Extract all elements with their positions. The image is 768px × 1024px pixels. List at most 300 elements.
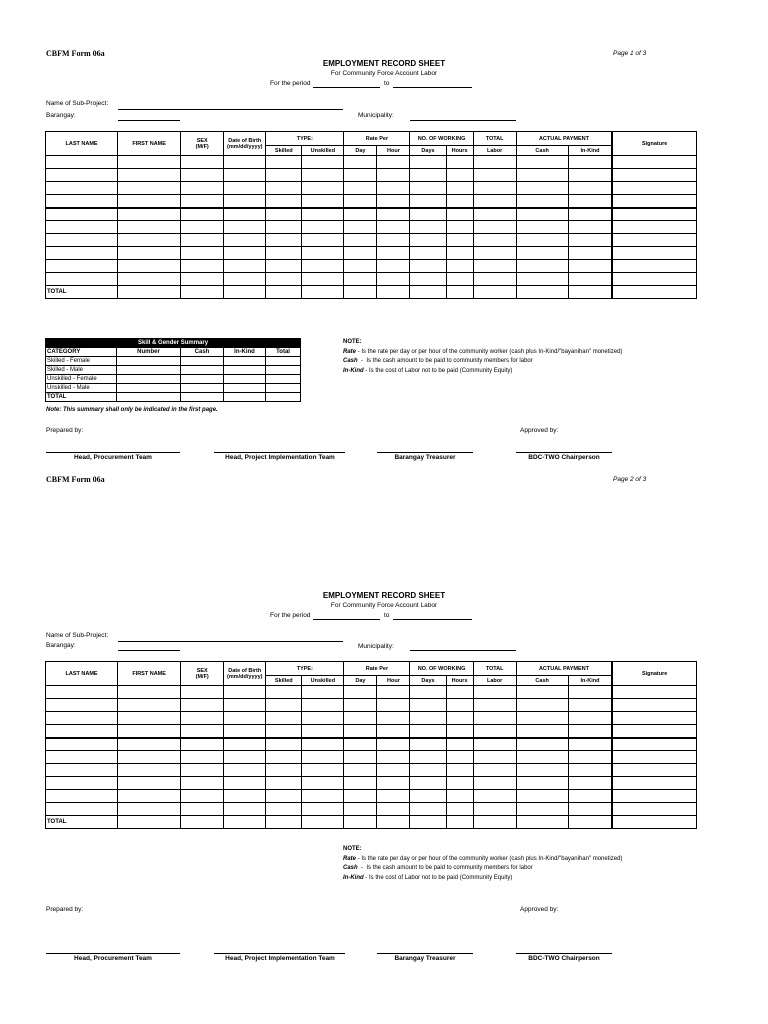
table-cell[interactable] [410,195,446,208]
table-cell[interactable] [344,751,377,764]
table-cell[interactable] [568,169,612,182]
table-cell[interactable] [410,234,446,247]
signature-line-implementation[interactable] [214,953,345,954]
table-cell[interactable] [181,182,224,195]
table-cell[interactable] [612,790,696,803]
table-cell[interactable] [118,247,181,260]
table-cell[interactable] [612,712,696,725]
summary-cell[interactable] [224,366,266,375]
table-cell[interactable] [344,182,377,195]
municipality-field[interactable] [410,120,516,121]
table-cell[interactable] [377,221,410,234]
table-cell[interactable] [568,156,612,169]
table-cell[interactable] [266,790,302,803]
table-cell[interactable] [410,156,446,169]
table-cell[interactable] [266,712,302,725]
table-cell[interactable] [568,208,612,221]
table-cell[interactable] [516,777,568,790]
table-cell[interactable] [612,725,696,738]
table-cell[interactable] [446,790,473,803]
table-cell[interactable] [377,260,410,273]
table-cell[interactable] [377,725,410,738]
table-cell[interactable] [410,686,446,699]
table-cell[interactable] [377,156,410,169]
table-cell[interactable] [224,816,266,829]
table-cell[interactable] [612,195,696,208]
table-cell[interactable] [266,699,302,712]
table-cell[interactable] [473,725,516,738]
table-cell[interactable] [302,260,344,273]
table-cell[interactable] [46,182,118,195]
table-cell[interactable] [473,234,516,247]
table-cell[interactable] [344,273,377,286]
table-cell[interactable] [118,286,181,299]
table-cell[interactable] [302,725,344,738]
table-cell[interactable] [568,686,612,699]
table-cell[interactable] [118,234,181,247]
table-cell[interactable] [446,286,473,299]
table-cell[interactable] [446,234,473,247]
table-cell[interactable] [181,699,224,712]
table-cell[interactable] [516,234,568,247]
summary-cell[interactable] [181,375,224,384]
table-cell[interactable] [302,169,344,182]
table-cell[interactable] [612,169,696,182]
table-cell[interactable] [410,699,446,712]
table-cell[interactable] [516,712,568,725]
table-cell[interactable] [302,247,344,260]
table-cell[interactable] [612,816,696,829]
table-cell[interactable] [516,195,568,208]
table-cell[interactable] [266,764,302,777]
table-cell[interactable] [568,221,612,234]
table-cell[interactable] [266,738,302,751]
table-cell[interactable] [344,777,377,790]
table-cell[interactable] [612,764,696,777]
table-cell[interactable] [181,712,224,725]
table-cell[interactable] [181,234,224,247]
table-cell[interactable] [473,208,516,221]
table-cell[interactable] [266,273,302,286]
table-cell[interactable] [446,686,473,699]
table-cell[interactable] [473,169,516,182]
table-cell[interactable] [302,790,344,803]
table-cell[interactable] [612,273,696,286]
table-cell[interactable] [377,247,410,260]
table-cell[interactable] [266,751,302,764]
table-cell[interactable] [473,738,516,751]
table-cell[interactable] [181,208,224,221]
table-cell[interactable] [377,234,410,247]
table-cell[interactable] [118,699,181,712]
table-cell[interactable] [181,686,224,699]
table-cell[interactable] [473,751,516,764]
table-cell[interactable] [473,286,516,299]
table-cell[interactable] [266,156,302,169]
signature-line-chairperson[interactable] [516,953,612,954]
table-cell[interactable] [224,686,266,699]
table-cell[interactable] [410,260,446,273]
table-cell[interactable] [568,751,612,764]
subproject-field[interactable] [118,641,343,642]
signature-line-chairperson[interactable] [516,452,612,453]
table-cell[interactable] [181,764,224,777]
table-cell[interactable] [118,221,181,234]
summary-cell[interactable] [181,366,224,375]
table-cell[interactable] [410,221,446,234]
table-cell[interactable] [46,764,118,777]
table-cell[interactable] [446,738,473,751]
table-cell[interactable] [181,260,224,273]
table-cell[interactable] [46,738,118,751]
table-cell[interactable] [344,169,377,182]
table-cell[interactable] [46,169,118,182]
table-cell[interactable] [410,208,446,221]
table-cell[interactable] [410,803,446,816]
table-cell[interactable] [118,260,181,273]
table-cell[interactable] [224,699,266,712]
table-cell[interactable] [46,234,118,247]
table-cell[interactable] [302,286,344,299]
signature-line-treasurer[interactable] [377,953,473,954]
table-cell[interactable] [224,273,266,286]
table-cell[interactable] [181,751,224,764]
table-cell[interactable] [224,169,266,182]
table-cell[interactable] [266,725,302,738]
table-cell[interactable] [377,686,410,699]
table-cell[interactable] [446,195,473,208]
period-to-field[interactable] [393,87,472,88]
table-cell[interactable] [568,816,612,829]
table-cell[interactable] [377,699,410,712]
table-cell[interactable] [118,169,181,182]
table-cell[interactable] [516,725,568,738]
table-cell[interactable] [377,195,410,208]
table-cell[interactable] [266,221,302,234]
table-cell[interactable] [446,712,473,725]
table-cell[interactable] [473,764,516,777]
table-cell[interactable] [612,699,696,712]
table-cell[interactable] [612,260,696,273]
table-cell[interactable] [266,286,302,299]
table-cell[interactable] [516,751,568,764]
table-cell[interactable] [410,738,446,751]
table-cell[interactable] [181,738,224,751]
table-cell[interactable] [302,208,344,221]
signature-line-procurement[interactable] [46,452,180,453]
subproject-field[interactable] [118,109,343,110]
table-cell[interactable] [224,221,266,234]
table-cell[interactable] [446,751,473,764]
table-cell[interactable] [46,156,118,169]
summary-cell[interactable] [117,393,181,402]
table-cell[interactable] [516,738,568,751]
table-cell[interactable] [302,712,344,725]
table-cell[interactable] [410,751,446,764]
signature-line-procurement[interactable] [46,953,180,954]
table-cell[interactable] [446,816,473,829]
table-cell[interactable] [46,777,118,790]
table-cell[interactable] [118,273,181,286]
table-cell[interactable] [302,803,344,816]
table-cell[interactable] [568,803,612,816]
table-cell[interactable] [516,182,568,195]
table-cell[interactable] [266,195,302,208]
table-cell[interactable] [266,182,302,195]
table-cell[interactable] [224,182,266,195]
table-cell[interactable] [568,777,612,790]
table-cell[interactable] [181,273,224,286]
table-cell[interactable] [377,169,410,182]
table-cell[interactable] [302,816,344,829]
table-cell[interactable] [377,803,410,816]
table-cell[interactable] [410,169,446,182]
table-cell[interactable] [302,777,344,790]
table-cell[interactable] [410,790,446,803]
table-cell[interactable] [266,247,302,260]
table-cell[interactable] [446,221,473,234]
table-cell[interactable] [446,247,473,260]
table-cell[interactable] [302,686,344,699]
table-cell[interactable] [46,790,118,803]
table-cell[interactable] [612,221,696,234]
table-cell[interactable] [516,221,568,234]
table-cell[interactable] [516,790,568,803]
table-cell[interactable] [181,221,224,234]
table-cell[interactable] [181,195,224,208]
table-cell[interactable] [224,156,266,169]
table-cell[interactable] [473,699,516,712]
table-cell[interactable] [118,816,181,829]
table-cell[interactable] [446,699,473,712]
table-cell[interactable] [118,790,181,803]
summary-cell[interactable] [181,384,224,393]
table-cell[interactable] [46,712,118,725]
table-cell[interactable] [118,208,181,221]
table-cell[interactable] [612,738,696,751]
table-cell[interactable] [344,790,377,803]
table-cell[interactable] [516,803,568,816]
period-to-field[interactable] [393,619,472,620]
table-cell[interactable] [568,790,612,803]
table-cell[interactable] [612,803,696,816]
table-cell[interactable] [568,738,612,751]
table-cell[interactable] [612,247,696,260]
table-cell[interactable] [446,725,473,738]
table-cell[interactable] [473,156,516,169]
table-cell[interactable] [118,751,181,764]
table-cell[interactable] [266,208,302,221]
table-cell[interactable] [446,156,473,169]
table-cell[interactable] [516,699,568,712]
table-cell[interactable] [181,777,224,790]
signature-line-treasurer[interactable] [377,452,473,453]
table-cell[interactable] [410,764,446,777]
table-cell[interactable] [568,260,612,273]
period-from-field[interactable] [313,87,380,88]
table-cell[interactable] [266,686,302,699]
table-cell[interactable] [410,816,446,829]
table-cell[interactable] [516,273,568,286]
table-cell[interactable] [446,764,473,777]
summary-cell[interactable] [181,357,224,366]
municipality-field[interactable] [410,650,516,651]
barangay-field[interactable] [118,650,180,651]
table-cell[interactable] [266,803,302,816]
period-from-field[interactable] [313,619,380,620]
table-cell[interactable] [118,156,181,169]
table-cell[interactable] [302,195,344,208]
table-cell[interactable] [344,195,377,208]
table-cell[interactable] [118,738,181,751]
table-cell[interactable] [302,273,344,286]
table-cell[interactable] [344,725,377,738]
table-cell[interactable] [410,182,446,195]
table-cell[interactable] [224,738,266,751]
table-cell[interactable] [377,790,410,803]
table-cell[interactable] [612,286,696,299]
table-cell[interactable] [266,260,302,273]
table-cell[interactable] [46,725,118,738]
table-cell[interactable] [46,273,118,286]
table-cell[interactable] [410,286,446,299]
table-cell[interactable] [181,816,224,829]
table-cell[interactable] [612,751,696,764]
barangay-field[interactable] [118,120,180,121]
table-cell[interactable] [46,247,118,260]
table-cell[interactable] [612,686,696,699]
table-cell[interactable] [266,169,302,182]
table-cell[interactable] [568,182,612,195]
table-cell[interactable] [302,156,344,169]
table-cell[interactable] [516,156,568,169]
table-cell[interactable] [344,803,377,816]
summary-cell[interactable] [224,393,266,402]
table-cell[interactable] [446,777,473,790]
table-cell[interactable] [224,790,266,803]
table-cell[interactable] [118,764,181,777]
table-cell[interactable] [181,790,224,803]
table-cell[interactable] [473,777,516,790]
table-cell[interactable] [446,169,473,182]
table-cell[interactable] [224,803,266,816]
table-cell[interactable] [302,234,344,247]
table-cell[interactable] [612,234,696,247]
table-cell[interactable] [516,286,568,299]
table-cell[interactable] [118,686,181,699]
table-cell[interactable] [473,182,516,195]
table-cell[interactable] [344,764,377,777]
table-cell[interactable] [516,764,568,777]
table-cell[interactable] [568,699,612,712]
summary-cell[interactable] [266,375,301,384]
table-cell[interactable] [377,764,410,777]
table-cell[interactable] [473,816,516,829]
table-cell[interactable] [181,286,224,299]
table-cell[interactable] [344,712,377,725]
table-cell[interactable] [377,182,410,195]
summary-cell[interactable] [266,393,301,402]
table-cell[interactable] [410,712,446,725]
table-cell[interactable] [224,725,266,738]
table-cell[interactable] [344,208,377,221]
table-cell[interactable] [516,169,568,182]
table-cell[interactable] [377,816,410,829]
table-cell[interactable] [516,816,568,829]
table-cell[interactable] [568,273,612,286]
table-cell[interactable] [473,686,516,699]
table-cell[interactable] [118,712,181,725]
table-cell[interactable] [302,751,344,764]
table-cell[interactable] [224,777,266,790]
table-cell[interactable] [473,221,516,234]
summary-cell[interactable] [266,384,301,393]
table-cell[interactable] [344,221,377,234]
summary-cell[interactable] [224,375,266,384]
table-cell[interactable] [224,286,266,299]
table-cell[interactable] [344,286,377,299]
table-cell[interactable] [181,156,224,169]
table-cell[interactable] [46,208,118,221]
table-cell[interactable] [473,273,516,286]
table-cell[interactable] [224,764,266,777]
table-cell[interactable] [612,208,696,221]
summary-cell[interactable] [266,357,301,366]
summary-cell[interactable] [224,357,266,366]
table-cell[interactable] [344,247,377,260]
table-cell[interactable] [410,273,446,286]
table-cell[interactable] [118,182,181,195]
table-cell[interactable] [612,777,696,790]
table-cell[interactable] [46,686,118,699]
table-cell[interactable] [612,182,696,195]
table-cell[interactable] [118,195,181,208]
table-cell[interactable] [410,725,446,738]
table-cell[interactable] [118,725,181,738]
table-cell[interactable] [473,712,516,725]
table-cell[interactable] [224,247,266,260]
table-cell[interactable] [446,208,473,221]
table-cell[interactable] [516,208,568,221]
table-cell[interactable] [46,260,118,273]
table-cell[interactable] [46,751,118,764]
table-cell[interactable] [568,286,612,299]
table-cell[interactable] [446,182,473,195]
table-cell[interactable] [302,764,344,777]
table-cell[interactable] [181,247,224,260]
table-cell[interactable] [344,738,377,751]
table-cell[interactable] [568,725,612,738]
table-cell[interactable] [473,790,516,803]
summary-cell[interactable] [181,393,224,402]
table-cell[interactable] [410,777,446,790]
table-cell[interactable] [118,803,181,816]
table-cell[interactable] [446,273,473,286]
table-cell[interactable] [302,738,344,751]
table-cell[interactable] [410,247,446,260]
table-cell[interactable] [516,686,568,699]
table-cell[interactable] [302,699,344,712]
signature-line-implementation[interactable] [214,452,345,453]
table-cell[interactable] [224,712,266,725]
table-cell[interactable] [473,260,516,273]
summary-cell[interactable] [224,384,266,393]
table-cell[interactable] [224,195,266,208]
table-cell[interactable] [568,234,612,247]
summary-cell[interactable] [266,366,301,375]
table-cell[interactable] [181,725,224,738]
table-cell[interactable] [568,195,612,208]
